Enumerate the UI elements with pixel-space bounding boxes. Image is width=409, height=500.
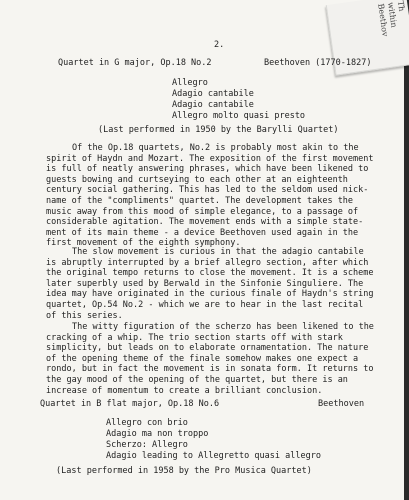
quartet2-composer: Beethoven [318,399,365,409]
quartet1-paragraph: Of the Op.18 quartets, No.2 is probably most akin to the spirit of Haydn and Mozart. The exposition of the first movement is full of neatly answering phrases, which have been likened to guests bowing and curtseying to each other at an eighteenth century social gathering. This has led to the seldom used nick-name of the "compliments" quartet. The development takes the music away from this mood of simple elegance, to a passage of considerable agitation. The movement ends with a simple state-ment of its main theme - a device Beethoven used again in the first movement of the eighth symphony. [46,143,374,249]
quartet1-title: Quartet in G major, Op.18 No.2 [58,58,212,68]
quartet2-title: Quartet in B flat major, Op.18 No.6 [40,399,220,409]
quartet1-movement: Allegro [172,78,208,88]
quartet2-movement: Scherzo: Allegro [106,440,188,450]
quartet1-composer: Beethoven (1770-1827) [264,58,372,68]
quartet2-last-performed: (Last performed in 1958 by the Pro Musica Quartet) [56,466,312,476]
corner-fragment: within [386,1,399,29]
quartet2-movement: Allegro con brio [106,418,188,428]
quartet1-paragraph: The witty figuration of the scherzo has been likened to the cracking of a whip. The trio section starts off with stark simplicity, but leads on to elaborate ornamentation. The nature of the opening theme of the finale somehow makes one expect a rondo, but in fact the movement is in sonata form. It returns to the gay mood of the opening of the quartet, but there is an increase of momentum to create a brilliant conclusion. [46,322,374,396]
quartet1-movement: Allegro molto quasi presto [172,111,306,121]
quartet1-movement: Adagio cantabile [172,89,254,99]
corner-fragment: Beethov [376,3,390,37]
quartet1-movement: Adagio cantabile [172,100,254,110]
quartet1-paragraph: The slow movement is curious in that the adagio cantabile is abruptly interrupted by a brief allegro section, after which the original tempo returns to close the movement. It is a scheme later superbly used by Berwald in the Sinfonie Singuliere. The idea may have originated in the curious finale of Haydn's string quartet, Op.54 No.2 - which we are to hear in the last recital of this series. [46,247,374,321]
corner-fragment: Th [395,0,407,12]
page-number: 2. [214,40,225,50]
quartet1-last-performed: (Last performed in 1950 by the Barylli Quartet) [98,125,339,135]
quartet2-movement: Adagio ma non troppo [106,429,209,439]
quartet2-movement: Adagio leading to Allegretto quasi allegro [106,451,321,461]
